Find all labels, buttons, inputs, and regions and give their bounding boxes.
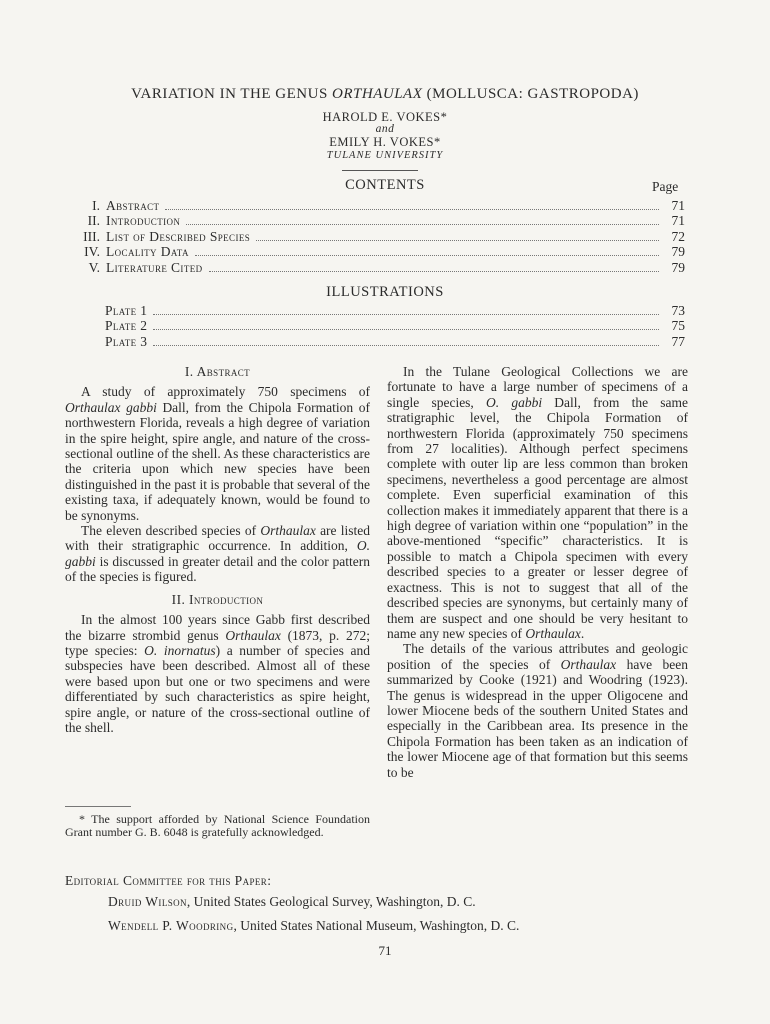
contents-heading: CONTENTS xyxy=(345,177,425,193)
page-column-label: Page xyxy=(652,179,679,194)
editorial-member-2: Wendell P. Woodring, United States National Museum, Washington, D. C. xyxy=(108,918,520,933)
introduction-heading: II. Introduction xyxy=(171,591,264,607)
plate-entry-3[interactable]: Plate 3 77 xyxy=(105,334,685,349)
title-text: VARIATION IN THE GENUS xyxy=(131,86,328,102)
article-title xyxy=(0,86,770,103)
plate-entry-1[interactable]: Plate 1 73 xyxy=(105,303,685,318)
toc-leader xyxy=(165,209,659,210)
affiliation: TULANE UNIVERSITY xyxy=(326,150,444,161)
plate-entry-2[interactable]: Plate 2 75 xyxy=(105,318,685,333)
editorial-member-1: Druid Wilson, United States Geological Survey, Washington, D. C. xyxy=(108,894,476,909)
toc-leader xyxy=(186,224,659,225)
footnote-divider xyxy=(65,806,131,807)
toc-entry-species[interactable]: III. List of Described Species 72 xyxy=(83,229,685,244)
abstract-paragraph-2: The eleven described species of Orthaulax are listed with their stratigraphic occurrence. In addition, O. gabbi is discussed in greater detail and the color pattern of the species is figured. xyxy=(65,523,371,585)
right-paragraph-2: The details of the various attributes and geologic position of the species of Orthaulax have been summarized by Cooke (1921) and Woodring (1923). The genus is widespread in the upper Oligocene and lower Miocene beds of the southern United States and especially in the Caribbean area. Its presence in the Chipola Formation has been taken as an indication of the lower Miocene age of that formation but this seems to be xyxy=(387,641,688,780)
abstract-paragraph-1: A study of approximately 750 specimens of Orthaulax gabbi Dall, from the Chipola Formation of northwestern Florida, reveals a high degree of variation in the spire height, spire angle, and nature of the cross-sectional outline of the shell. As these characteristics are the criteria upon which new species have been distinguished in the past it is probable that several of the existing taxa, if adequately known, would be found to be synonyms. xyxy=(65,384,370,523)
illustrations-heading: ILLUSTRATIONS xyxy=(326,284,444,300)
toc-entry-abstract[interactable]: I. Abstract 71 xyxy=(92,198,685,213)
abstract-heading: I. Abstract xyxy=(184,364,251,379)
left-column xyxy=(65,364,370,735)
toc-leader xyxy=(153,345,659,346)
toc-leader xyxy=(209,271,659,272)
introduction-paragraph-1: In the almost 100 years since Gabb first described the bizarre strombid genus Orthaulax (1873, p. 272; type species: O. inornatus) a number of species and subspecies have been described. Almost all of these were based upon but one or two specimens and were differentiated by such characteristics as spire height, spire angle, or nature of the cross-sectional outline of the shell. xyxy=(65,612,370,735)
page-number: 71 xyxy=(378,943,392,958)
toc-leader xyxy=(256,240,659,241)
right-column xyxy=(387,364,688,780)
toc-entry-literature[interactable]: V. Literature Cited 79 xyxy=(88,260,685,275)
footnote: * The support afforded by National Science Foundation Grant number G. B. 6048 is gratefully acknowledged. xyxy=(65,812,370,839)
toc-entry-locality[interactable]: IV. Locality Data 79 xyxy=(84,244,685,259)
toc-leader xyxy=(153,314,659,315)
right-paragraph-1: In the Tulane Geological Collections we are fortunate to have a large number of specimens of a single species, O. gabbi Dall, from the same stratigraphic level, the Chipola Formation of northwestern Florida (approximately 750 specimens from 27 localities). Although perfect specimens complete with outer lip are less common than broken specimens, nevertheless a good percentage are almost complete. Even superficial examination of this collection makes it immediately apparent that there is a high degree of variation within one “population” in the above-mentioned “specific” characteristics. It is possible to match a Chipola specimen with every described species to a greater or lesser degree of exactness. This is not to suggest that all of the described species are synonyms, but certainly many of them are suspect and one should be very hesitant to name any new species of Orthaulax. xyxy=(387,364,688,641)
author-1: HAROLD E. VOKES* xyxy=(322,110,448,124)
editorial-heading: Editorial Committee for this Paper: xyxy=(65,873,272,888)
toc-leader xyxy=(153,329,659,330)
title-genus: ORTHAULAX xyxy=(332,86,423,102)
title-divider xyxy=(342,170,418,171)
author-2: EMILY H. VOKES* xyxy=(329,135,441,149)
toc-entry-introduction[interactable]: II. Introduction 71 xyxy=(87,213,685,228)
title-suffix: (MOLLUSCA: GASTROPODA) xyxy=(426,86,639,102)
author-and: and xyxy=(375,123,395,135)
toc-leader xyxy=(195,255,659,256)
